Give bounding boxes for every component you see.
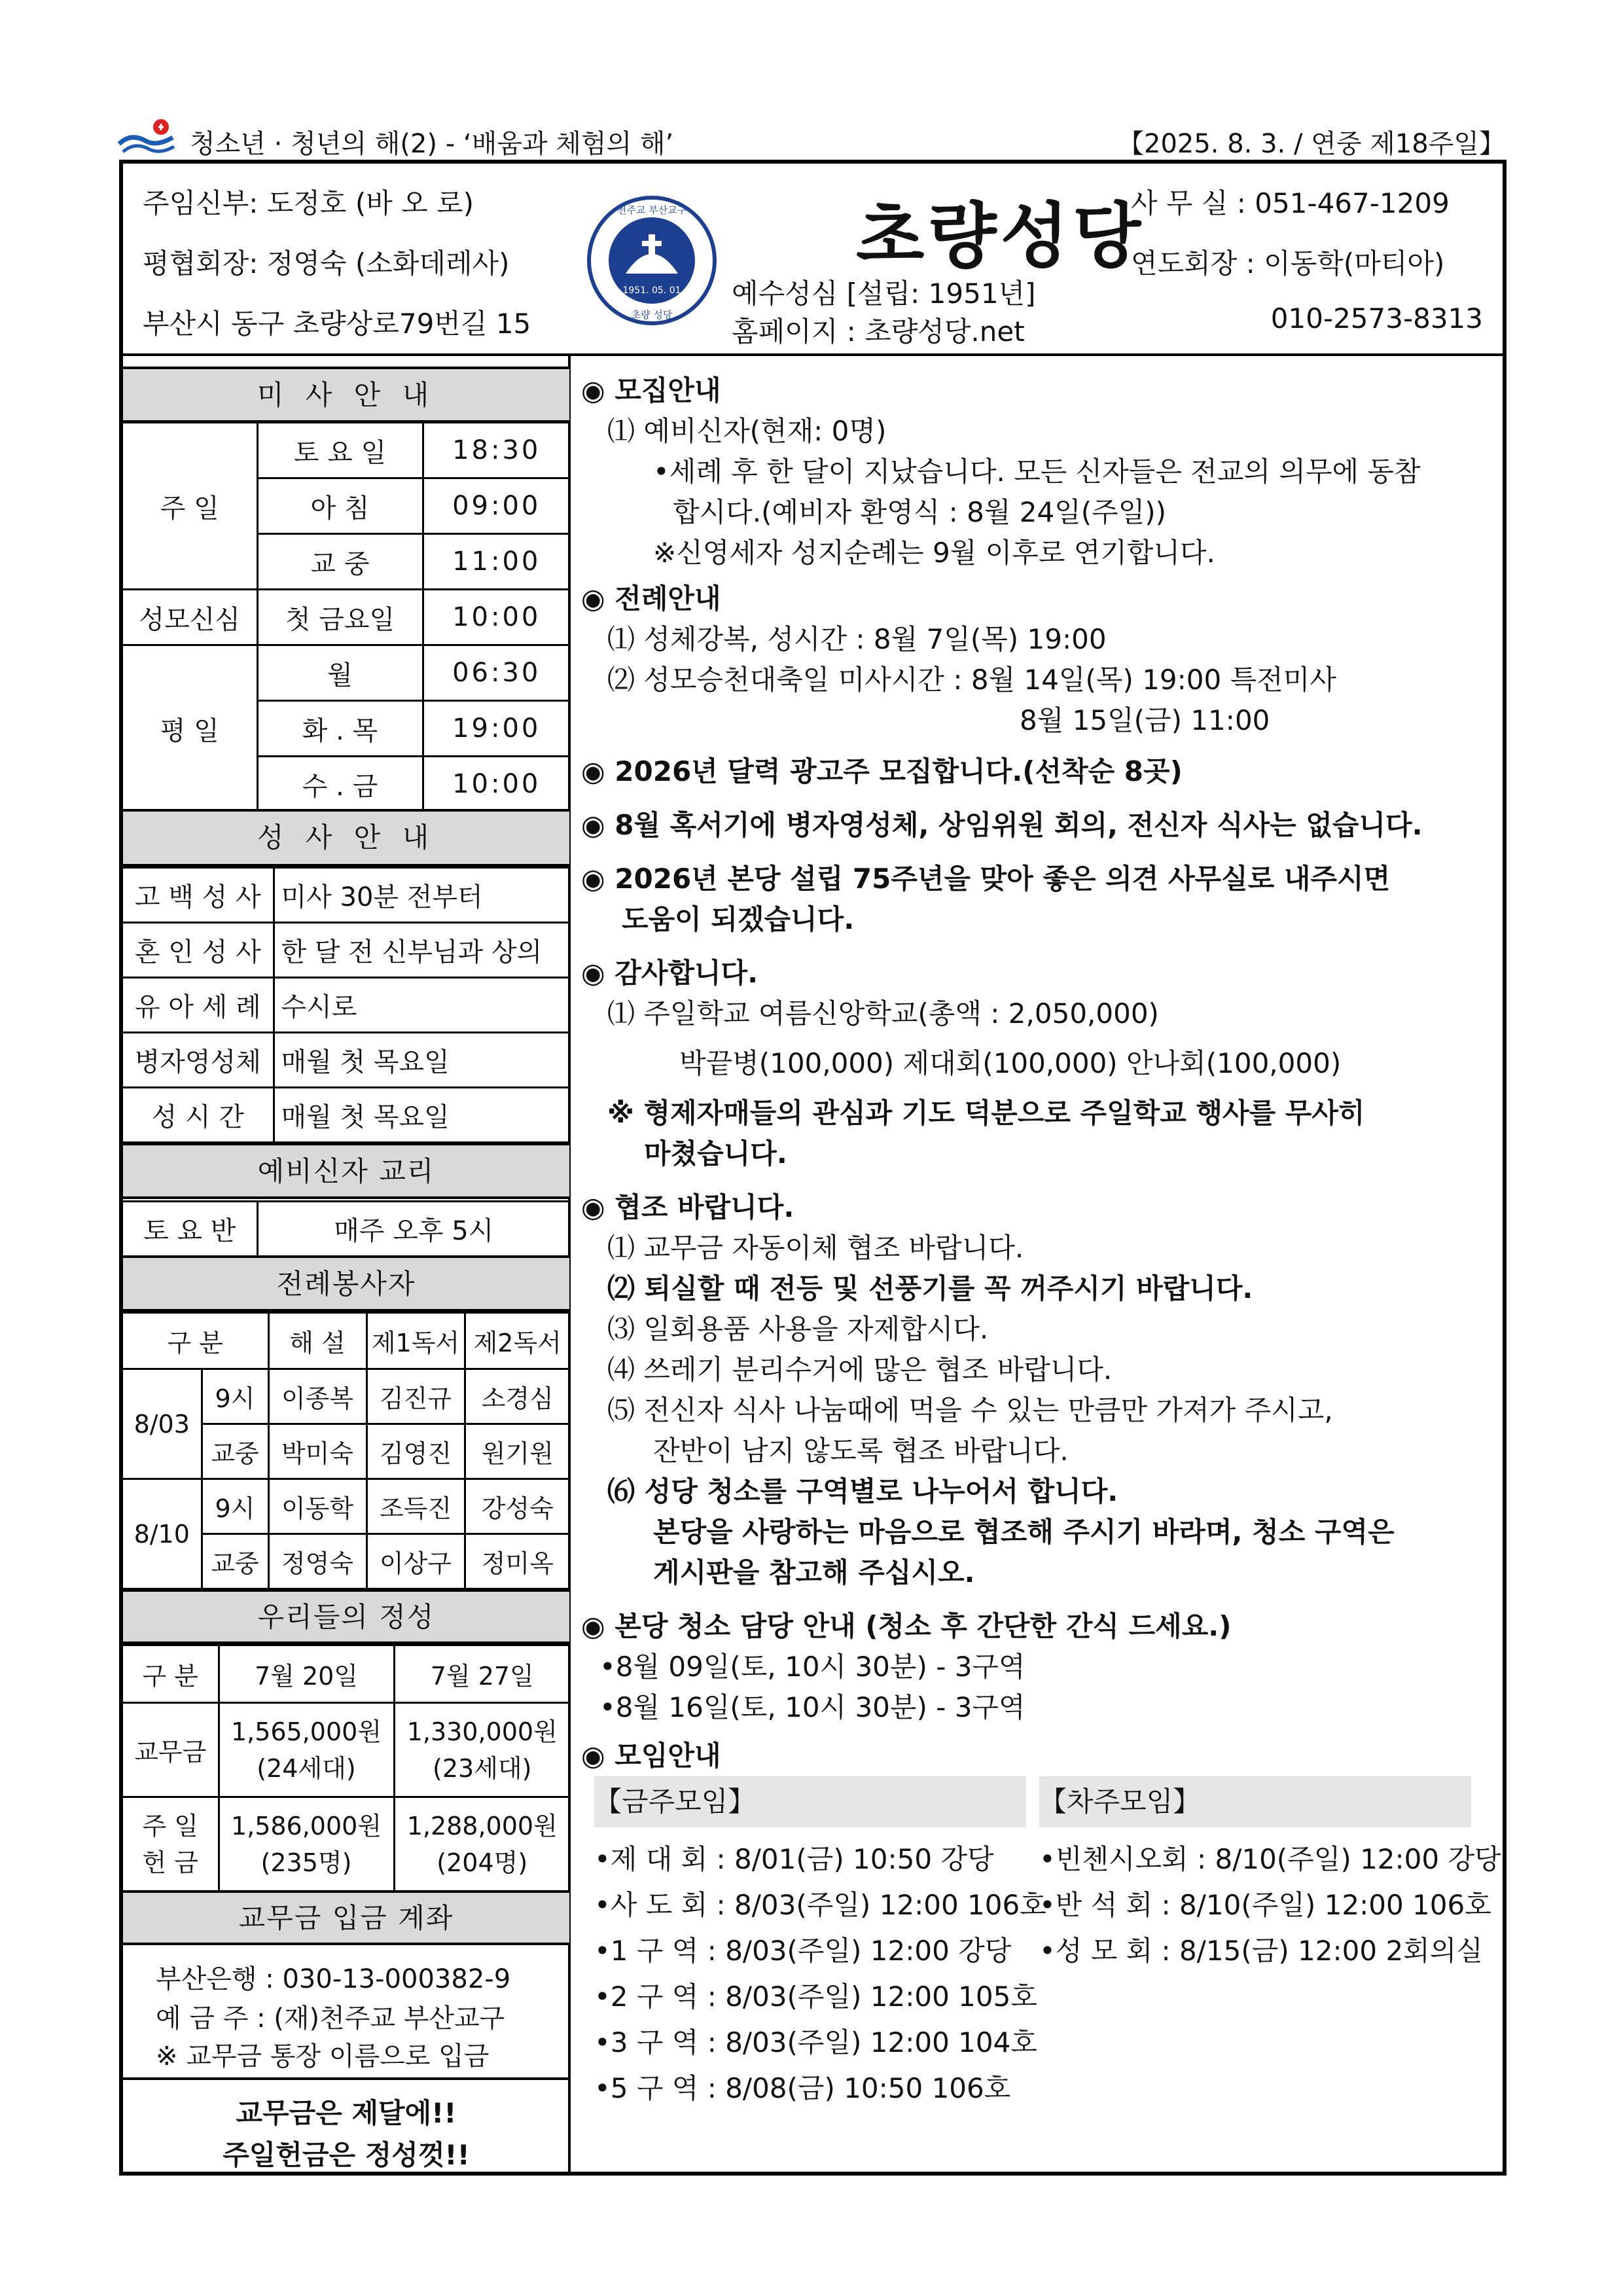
reader-2: 소경심 [465, 1369, 569, 1424]
sacraments-heading: 성 사 안 내 [123, 809, 569, 867]
office-phone: 사 무 실 : 051-467-1209 [1131, 187, 1450, 219]
catechumen-time: 매주 오후 5시 [257, 1202, 569, 1257]
offering-count: (23세대) [433, 1753, 532, 1783]
next-week-meeting: •반 석 회 : 8/10(주일) 12:00 106호 [1039, 1889, 1491, 1921]
commentator: 이종복 [268, 1369, 366, 1424]
seal-year: 1951. 05. 01 [622, 285, 681, 296]
reader-2: 정미옥 [465, 1534, 569, 1589]
church-address: 부산시 동구 초량상로79번길 15 [143, 308, 531, 340]
reader-1: 김진규 [366, 1369, 465, 1424]
cooperation-heading: ◉ 협조 바랍니다. [581, 1191, 794, 1223]
mass-day: 토 요 일 [257, 423, 423, 478]
mass-day: 화 . 목 [257, 701, 423, 757]
coop-line: ⑵ 퇴실할 때 전등 및 선풍기를 꼭 꺼주시기 바랍니다. [607, 1272, 1253, 1304]
this-week-meeting: •사 도 회 : 8/03(주일) 12:00 106호 [594, 1889, 1046, 1921]
offering-count: (24세대) [257, 1753, 356, 1783]
anniversary-notice: 도움이 되겠습니다. [622, 903, 855, 935]
offering-amount: 1,565,000원 [230, 1717, 382, 1746]
reader-1: 이상구 [366, 1534, 465, 1589]
mass-label: 교중 [202, 1424, 268, 1479]
recruit-line: ⑴ 예비신자(현재: 0명) [607, 415, 887, 447]
church-name: 초량성당 [856, 196, 1145, 278]
account-heading: 교무금 입금 계좌 [123, 1890, 569, 1945]
catechumen-heading: 예비신자 교리 [123, 1143, 569, 1199]
offering-type: 헌 금 [142, 1848, 198, 1877]
coop-line: ⑸ 전신자 식사 나눔때에 먹을 수 있는 만큼만 가져가 주시고, [607, 1394, 1333, 1426]
liturgy-date: 8/03 [123, 1369, 202, 1479]
offering-table [123, 1644, 569, 1892]
thanks-heading: ◉ 감사합니다. [581, 957, 758, 989]
sacrament-name: 혼 인 성 사 [123, 923, 274, 978]
col-header: 구 분 [123, 1645, 219, 1703]
slogan-1: 교무금은 제달에!! [236, 2097, 457, 2129]
sacrament-name: 고 백 성 사 [123, 868, 274, 923]
next-week-meeting: •빈첸시오회 : 8/10(주일) 12:00 강당 [1039, 1843, 1501, 1875]
sacrament-value: 매월 첫 목요일 [274, 1088, 569, 1143]
chair-name: 연도회장 : 이동학(마티아) [1131, 247, 1445, 279]
col-header: 제2독서 [465, 1313, 569, 1369]
coop-line: 게시판을 참고해 주십시오. [653, 1556, 975, 1588]
seal-bottom-text: 초량 성당 [631, 309, 673, 321]
cleaning-line: •8월 16일(토, 10시 30분) - 3구역 [599, 1691, 1026, 1723]
coop-line: ⑶ 일회용품 사용을 자제합시다. [607, 1313, 989, 1345]
liturgy-line: 8월 15일(금) 11:00 [1020, 704, 1270, 736]
reader-1: 조득진 [366, 1479, 465, 1534]
offering-amount: 1,288,000원 [406, 1811, 558, 1840]
top-line [118, 118, 1505, 164]
offering-count: (204명) [437, 1848, 528, 1877]
coop-line: 본당을 사랑하는 마음으로 협조해 주시기 바라며, 청소 구역은 [653, 1516, 1395, 1548]
liturgy-table [123, 1312, 569, 1590]
mass-heading: 미 사 안 내 [123, 367, 569, 423]
diocese-logo-icon [118, 118, 177, 157]
liturgy-notice-heading: ◉ 전례안내 [581, 583, 721, 615]
mass-label: 9시 [202, 1479, 268, 1534]
sacrament-name: 성 시 간 [123, 1088, 274, 1143]
weekday-label: 평 일 [123, 645, 257, 812]
coop-line: 잔반이 남지 않도록 협조 바랍니다. [653, 1435, 1069, 1467]
offering-heading: 우리들의 정성 [123, 1589, 569, 1644]
mass-label: 9시 [202, 1369, 268, 1424]
sacrament-value: 미사 30분 전부터 [274, 868, 569, 923]
offering-amount: 1,586,000원 [230, 1811, 382, 1840]
seal-top-text: 천주교 부산교구 [616, 204, 687, 216]
pastor-name: 주임신부: 도정호 (바 오 로) [143, 187, 474, 219]
sacraments-table [123, 867, 569, 1143]
bank-account: 부산은행 : 030-13-000382-9 [156, 1964, 511, 1994]
commentator: 정영숙 [268, 1534, 366, 1589]
church-homepage[interactable]: 홈페이지 : 초량성당.net [732, 315, 1025, 348]
august-notice: ◉ 8월 혹서기에 병자영성체, 상임위원 회의, 전신자 식사는 없습니다. [581, 809, 1423, 841]
coop-line: ⑷ 쓰레기 분리수거에 많은 협조 바랍니다. [607, 1354, 1113, 1386]
col-header: 7월 20일 [219, 1645, 394, 1703]
offering-count: (235명) [260, 1848, 352, 1877]
commentator: 이동학 [268, 1479, 366, 1534]
this-week-meeting: •1 구 역 : 8/03(주일) 12:00 강당 [594, 1935, 1012, 1967]
liturgy-heading: 전례봉사자 [123, 1255, 569, 1312]
thanks-line: 마쳤습니다. [644, 1138, 787, 1170]
account-note: ※ 교무금 통장 이름으로 입금 [156, 2041, 490, 2072]
liturgy-date: 8/10 [123, 1479, 202, 1589]
cleaning-line: •8월 09일(토, 10시 30분) - 3구역 [599, 1651, 1026, 1683]
next-week-heading: 【차주모임】 [1039, 1776, 1471, 1827]
mass-time: 19:00 [423, 701, 569, 757]
this-week-meeting: •제 대 회 : 8/01(금) 10:50 강당 [594, 1843, 994, 1875]
sacrament-value: 한 달 전 신부님과 상의 [274, 923, 569, 978]
church-seal-icon [586, 195, 717, 326]
next-week-meeting: •성 모 회 : 8/15(금) 12:00 2회의실 [1039, 1935, 1483, 1967]
account-holder: 예 금 주 : (재)천주교 부산교구 [156, 2003, 505, 2034]
recruit-heading: ◉ 모집안내 [581, 374, 721, 406]
reader-1: 김영진 [366, 1424, 465, 1479]
col-header: 제1독서 [366, 1313, 465, 1369]
mass-day: 첫 금요일 [257, 590, 423, 645]
col-header: 해 설 [268, 1313, 366, 1369]
coop-line: ⑴ 교무금 자동이체 협조 바랍니다. [607, 1232, 1024, 1264]
meeting-heading: ◉ 모임안내 [581, 1740, 721, 1772]
coop-line: ⑹ 성당 청소를 구역별로 나누어서 합니다. [607, 1475, 1118, 1507]
liturgy-line: ⑴ 성체강복, 성시간 : 8월 7일(목) 19:00 [607, 623, 1107, 655]
recruit-line: 합시다.(예비자 환영식 : 8월 24일(주일)) [673, 496, 1167, 528]
mass-time: 10:00 [423, 757, 569, 812]
thanks-line: ⑴ 주일학교 여름신앙학교(총액 : 2,050,000) [607, 997, 1159, 1030]
recruit-line: ※신영세자 성지순례는 9월 이후로 연기합니다. [653, 537, 1215, 569]
chair-phone: 010-2573-8313 [1270, 302, 1483, 334]
offering-type: 교무금 [123, 1703, 219, 1797]
mass-label: 교중 [202, 1534, 268, 1589]
sunday-label: 주 일 [123, 423, 257, 590]
council-president: 평협회장: 정영숙 (소화데레사) [143, 247, 510, 279]
mass-day: 수 . 금 [257, 757, 423, 812]
header-box [119, 160, 1507, 356]
sacrament-value: 수시로 [274, 978, 569, 1033]
cleaning-heading: ◉ 본당 청소 담당 안내 (청소 후 간단한 간식 드세요.) [581, 1610, 1232, 1642]
reader-2: 강성숙 [465, 1479, 569, 1534]
sacrament-name: 유 아 세 례 [123, 978, 274, 1033]
this-week-meeting: •5 구 역 : 8/08(금) 10:50 106호 [594, 2072, 1011, 2104]
account-divider [123, 2077, 569, 2080]
catechumen-class: 토 요 반 [123, 1202, 257, 1257]
marian-label: 성모신심 [123, 590, 257, 645]
sacrament-name: 병자영성체 [123, 1033, 274, 1088]
reader-2: 원기원 [465, 1424, 569, 1479]
mass-time: 09:00 [423, 478, 569, 534]
mass-table [123, 422, 569, 813]
thanks-line: 박끝병(100,000) 제대회(100,000) 안나회(100,000) [679, 1047, 1342, 1079]
mass-day: 교 중 [257, 534, 423, 590]
offering-type: 주 일 [142, 1811, 198, 1840]
this-week-meeting: •2 구 역 : 8/03(주일) 12:00 105호 [594, 1981, 1037, 2013]
mass-time: 18:30 [423, 423, 569, 478]
mass-time: 11:00 [423, 534, 569, 590]
col-header: 구 분 [123, 1313, 268, 1369]
catechumen-table [123, 1200, 569, 1257]
year-slogan: 청소년 · 청년의 해(2) - ‘배움과 체험의 해’ [190, 129, 674, 159]
sacrament-value: 매월 첫 목요일 [274, 1033, 569, 1088]
this-week-meeting: •3 구 역 : 8/03(주일) 12:00 104호 [594, 2026, 1037, 2058]
bulletin-date: 【2025. 8. 3. / 연중 제18주일】 [1118, 129, 1505, 159]
mass-day: 아 침 [257, 478, 423, 534]
church-patron: 예수성심 [설립: 1951년] [732, 278, 1036, 310]
mass-day: 월 [257, 645, 423, 701]
mass-time: 10:00 [423, 590, 569, 645]
offering-amount: 1,330,000원 [406, 1717, 558, 1746]
recruit-line: •세례 후 한 달이 지났습니다. 모든 신자들은 전교의 의무에 동참 [653, 456, 1421, 488]
slogan-2: 주일헌금은 정성껏!! [223, 2139, 470, 2171]
commentator: 박미숙 [268, 1424, 366, 1479]
liturgy-line: ⑵ 성모승천대축일 미사시간 : 8월 14일(목) 19:00 특전미사 [607, 664, 1336, 696]
col-header: 7월 27일 [394, 1645, 569, 1703]
this-week-heading: 【금주모임】 [594, 1776, 1026, 1827]
calendar-notice: ◉ 2026년 달력 광고주 모집합니다.(선착순 8곳) [581, 755, 1183, 787]
thanks-line: ※ 형제자매들의 관심과 기도 덕분으로 주일학교 행사를 무사히 [607, 1097, 1365, 1129]
anniversary-notice: ◉ 2026년 본당 설립 75주년을 맞아 좋은 의견 사무실로 내주시면 [581, 863, 1391, 895]
main-content [119, 356, 1507, 2176]
mass-time: 06:30 [423, 645, 569, 701]
